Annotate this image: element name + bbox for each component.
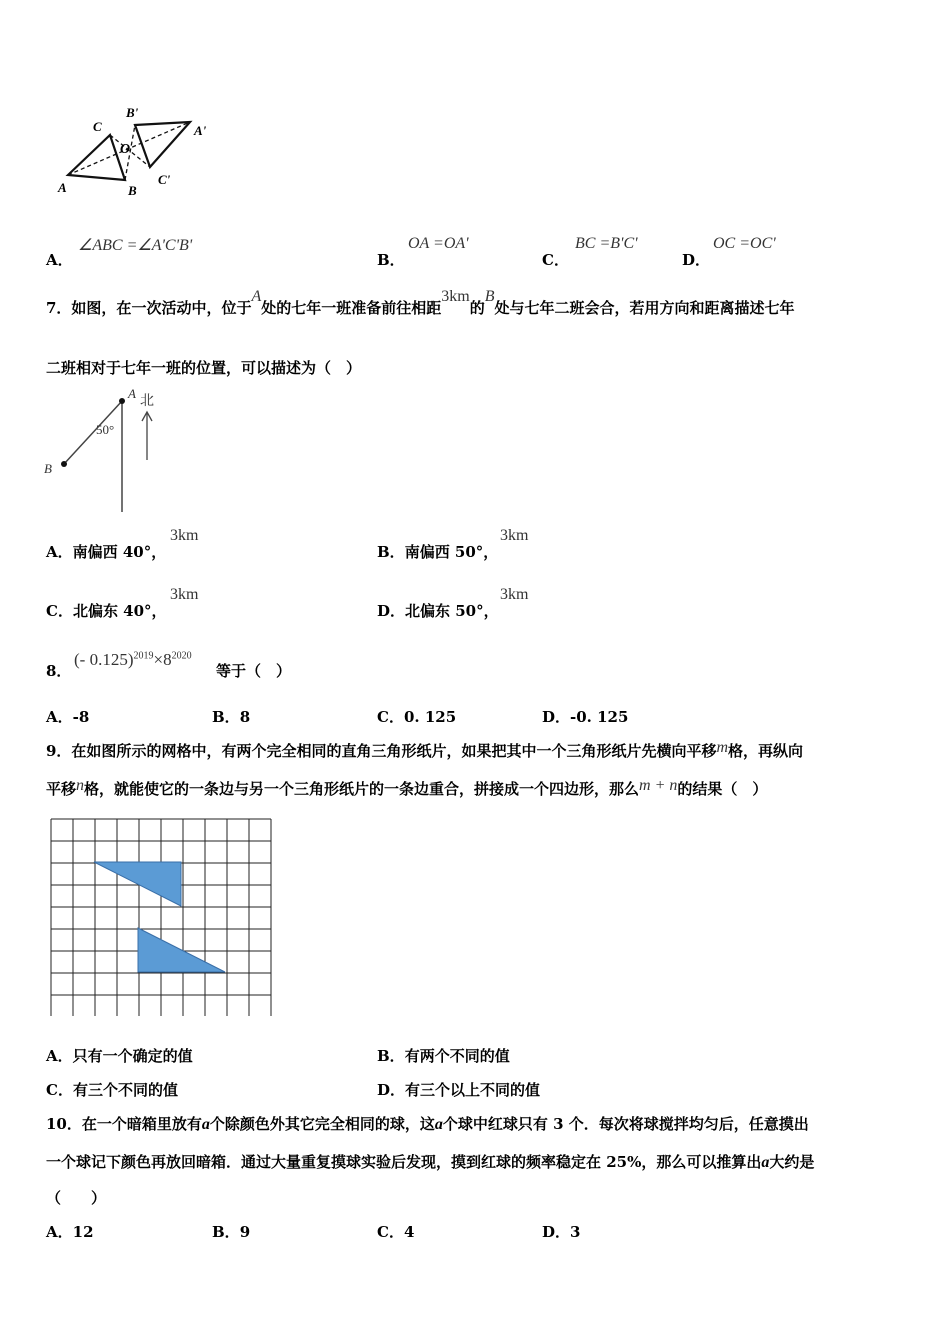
q9-stem-line1 bbox=[46, 740, 803, 761]
q8-option-a: A．-8 bbox=[46, 708, 90, 726]
q6-option-c-expr: BC =B'C' bbox=[575, 235, 638, 252]
q9-var-n: n bbox=[76, 777, 85, 794]
label-C: C bbox=[93, 119, 102, 134]
label-O: O bbox=[120, 142, 131, 157]
q10-var-a-2: a bbox=[434, 1116, 443, 1133]
q8-option-d: D．-0. 125 bbox=[542, 708, 629, 726]
q10-option-b: B．9 bbox=[212, 1223, 251, 1241]
q6-option-b-letter: B． bbox=[377, 251, 405, 269]
q7-option-a: A．南偏西 40°， bbox=[46, 543, 167, 561]
q8-exponent-1: 2019 bbox=[133, 650, 154, 662]
q6-option-b-expr: OA =OA' bbox=[408, 235, 469, 252]
q8-expression bbox=[74, 650, 192, 670]
rotation-figure bbox=[50, 95, 220, 205]
q10-option-a: A．12 bbox=[46, 1223, 94, 1241]
q7-fig-label-b: B bbox=[44, 461, 52, 476]
q9-text-1: 9．在如图所示的网格中，有两个完全相同的直角三角形纸片，如果把其中一个三角形纸片先横向平移 bbox=[46, 742, 717, 760]
q7-stem-line1 bbox=[46, 288, 795, 318]
q6-option-d-expr: OC =OC' bbox=[713, 235, 776, 252]
q9-text-2: 格，再纵向 bbox=[728, 742, 804, 760]
q7-fig-label-north: 北 bbox=[140, 394, 154, 409]
q9-stem-line2 bbox=[46, 778, 767, 799]
q9-option-a: A．只有一个确定的值 bbox=[46, 1047, 193, 1065]
q6-option-a-expr: ∠ABC =∠A'C'B' bbox=[78, 237, 193, 254]
label-A: A bbox=[58, 180, 67, 195]
q7-point-b: B bbox=[484, 288, 495, 305]
q8-exponent-2: 2020 bbox=[171, 650, 192, 662]
q7-fig-label-angle: 50° bbox=[96, 422, 115, 437]
q9-option-c: C．有三个不同的值 bbox=[46, 1081, 178, 1099]
q9-option-d: D．有三个以上不同的值 bbox=[377, 1081, 541, 1099]
q7-text-4: 处与七年二班会合，若用方向和距离描述七年 bbox=[494, 299, 795, 317]
q7-option-c-distance: 3km bbox=[170, 586, 199, 603]
q8-option-b: B．8 bbox=[212, 708, 251, 726]
label-B-prime: B' bbox=[126, 105, 139, 120]
q7-text-2: 处的七年一班准备前往相距 bbox=[261, 299, 442, 317]
q7-fig-label-a: A bbox=[128, 386, 136, 401]
q10-var-a-3: a bbox=[761, 1154, 770, 1171]
q8-option-c: C．0. 125 bbox=[377, 708, 457, 726]
q8-number: 8． bbox=[46, 662, 72, 680]
q9-text-4: 格，就能使它的一条边与另一个三角形纸片的一条边重合，拼接成一个四边形，那么 bbox=[84, 780, 640, 798]
q8-tail: 等于（ ） bbox=[216, 662, 292, 680]
q9-var-m: m bbox=[716, 739, 729, 756]
q9-option-b: B．有两个不同的值 bbox=[377, 1047, 510, 1065]
q6-option-c-letter: C． bbox=[542, 251, 569, 269]
q9-text-5: 的结果（ ） bbox=[677, 780, 768, 798]
label-A-prime: A' bbox=[194, 123, 207, 138]
triangle-lower bbox=[138, 928, 225, 972]
q7-option-b: B．南偏西 50°， bbox=[377, 543, 499, 561]
q7-option-c: C．北偏东 40°， bbox=[46, 602, 167, 620]
triangle-upper bbox=[94, 862, 181, 906]
q8-base: (- 0.125) bbox=[74, 650, 134, 669]
direction-figure bbox=[40, 385, 170, 515]
q10-stem-line1: 10．在一个暗箱里放有a个除颜色外其它完全相同的球，这a个球中红球只有 3 个．每次将球搅拌均匀后，任意摸出 bbox=[46, 1115, 809, 1133]
q10-option-d: D．3 bbox=[542, 1223, 581, 1241]
q7-option-d: D．北偏东 50°， bbox=[377, 602, 499, 620]
q10-stem-line2: 一个球记下颜色再放回暗箱．通过大量重复摸球实验后发现，摸到红球的频率稳定在 25%，那么可以推算出a大约是 bbox=[46, 1153, 815, 1171]
grid-figure bbox=[50, 818, 272, 1016]
q9-expr-m-plus-n: m + n bbox=[639, 777, 678, 794]
q9-text-3: 平移 bbox=[46, 780, 77, 798]
q8-times: ×8 bbox=[153, 650, 172, 669]
q7-distance: 3km bbox=[441, 288, 470, 305]
q7-stem-line2: 二班相对于七年一班的位置，可以描述为（ ） bbox=[46, 359, 362, 377]
q10-stem-line3: （ ） bbox=[46, 1189, 107, 1207]
label-C-prime: C' bbox=[158, 172, 171, 187]
q6-option-a-letter: A． bbox=[46, 251, 73, 269]
q10-option-c: C．4 bbox=[377, 1223, 415, 1241]
q7-text-1: 7．如图，在一次活动中，位于 bbox=[46, 299, 252, 317]
label-B: B bbox=[128, 183, 137, 198]
q7-point-a: A bbox=[251, 288, 262, 305]
q7-option-b-distance: 3km bbox=[500, 527, 529, 544]
q6-option-d-letter: D． bbox=[682, 251, 711, 269]
q7-text-3: 的 bbox=[469, 299, 485, 317]
q10-var-a-1: a bbox=[201, 1116, 210, 1133]
q7-option-a-distance: 3km bbox=[170, 527, 199, 544]
q7-option-d-distance: 3km bbox=[500, 586, 529, 603]
